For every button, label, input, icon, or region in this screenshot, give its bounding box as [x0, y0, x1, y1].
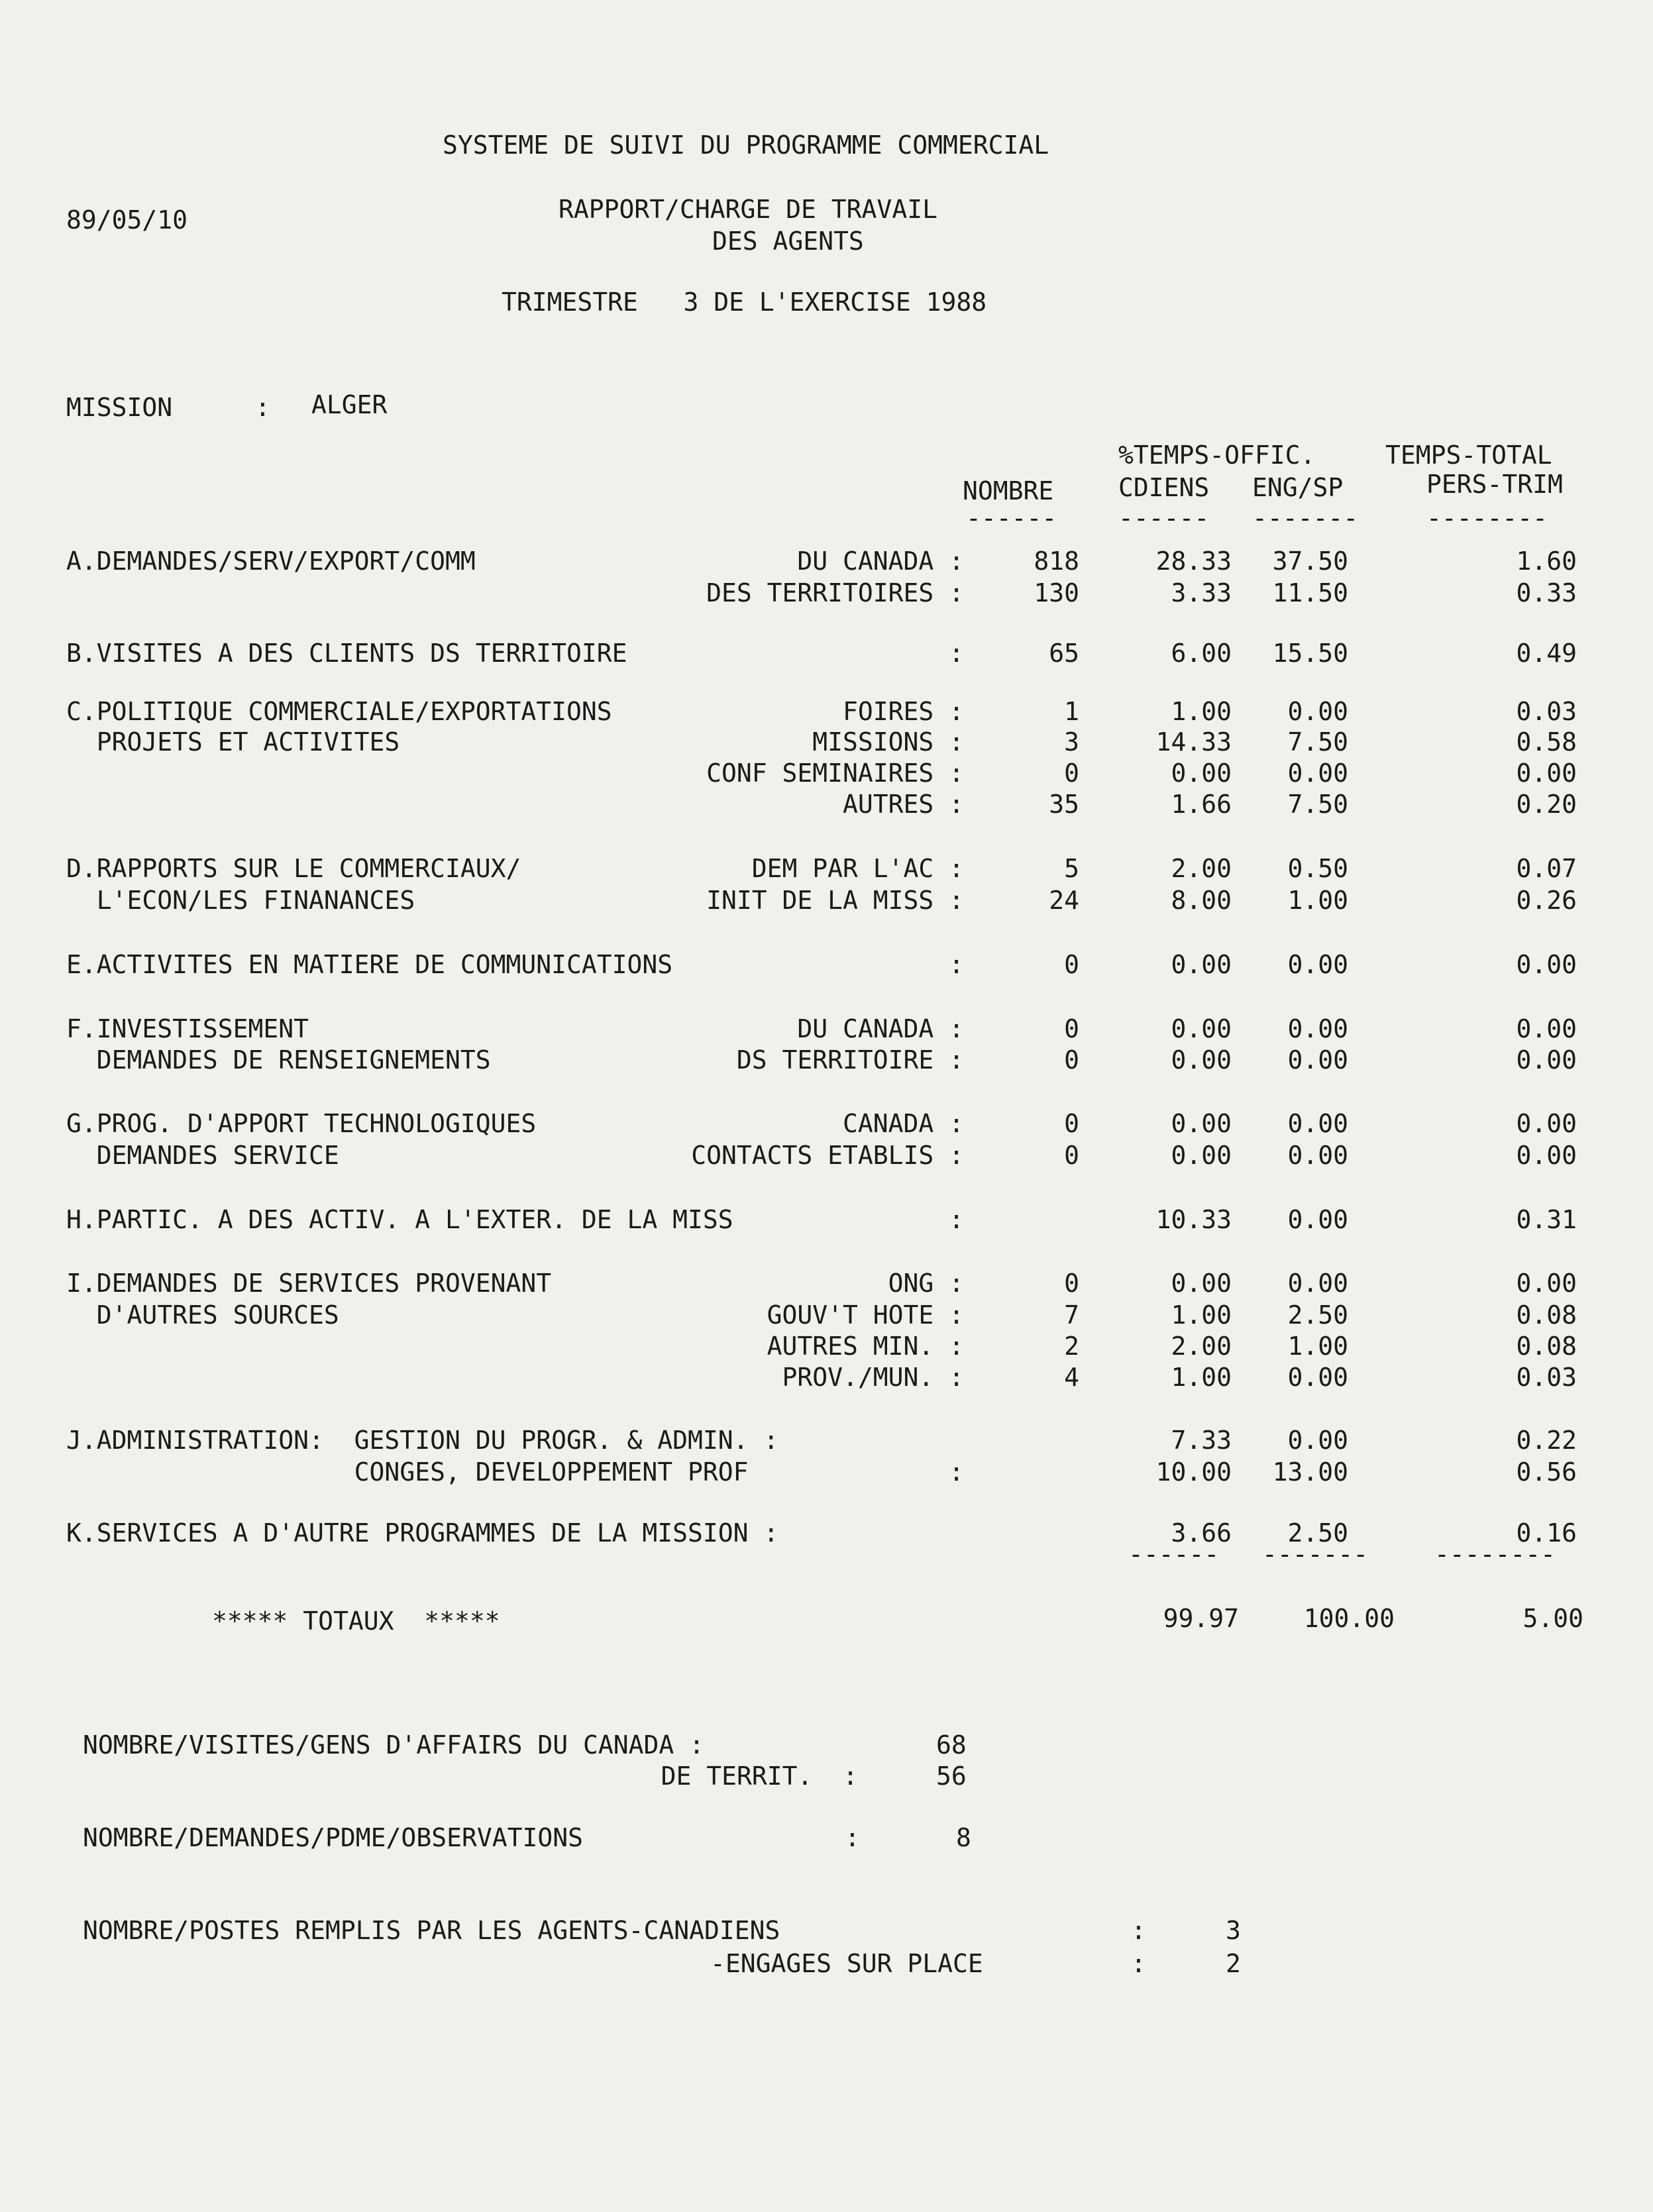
- postes-label: NOMBRE/POSTES REMPLIS PAR LES AGENTS-CANADIENS: [83, 1916, 780, 1945]
- row-nombre: 130: [1034, 578, 1079, 607]
- column-header-engsp: ENG/SP: [1252, 473, 1344, 502]
- mission-value: ALGER: [311, 390, 388, 419]
- row-sublabel: INIT DE LA MISS :: [706, 886, 964, 915]
- row-sublabel: GOUV'T HOTE :: [767, 1300, 964, 1330]
- visites-canada-label: NOMBRE/VISITES/GENS D'AFFAIRS DU CANADA :: [83, 1730, 704, 1760]
- row-pers-trim: 0.22: [1516, 1426, 1577, 1455]
- row-sublabel: :: [949, 1205, 964, 1234]
- row-sublabel: CONTACTS ETABLIS :: [691, 1141, 964, 1170]
- report-title-line2: DES AGENTS: [712, 227, 864, 256]
- row-label: DEMANDES SERVICE: [66, 1141, 339, 1170]
- row-cdiens: 0.00: [1171, 1109, 1232, 1138]
- row-pers-trim: 0.00: [1516, 1141, 1577, 1170]
- totals-cdiens: 99.97: [1163, 1604, 1239, 1633]
- report-system-title: SYSTEME DE SUIVI DU PROGRAMME COMMERCIAL: [443, 131, 1049, 160]
- row-label: F.INVESTISSEMENT: [66, 1014, 309, 1043]
- row-label: E.ACTIVITES EN MATIERE DE COMMUNICATIONS: [66, 950, 673, 979]
- row-sublabel: ONG :: [888, 1269, 964, 1298]
- row-sublabel: DU CANADA :: [797, 1014, 964, 1043]
- row-pers-trim: 0.03: [1516, 697, 1577, 726]
- column-rule-engsp: -------: [1252, 503, 1359, 533]
- row-label: G.PROG. D'APPORT TECHNOLOGIQUES: [66, 1109, 537, 1138]
- row-engsp: 0.00: [1287, 1109, 1348, 1138]
- row-nombre: 0: [1064, 1141, 1079, 1170]
- row-cdiens: 3.33: [1171, 578, 1232, 607]
- totals-label: ***** TOTAUX *****: [212, 1606, 500, 1636]
- row-cdiens: 10.00: [1155, 1457, 1232, 1487]
- row-label: DEMANDES DE RENSEIGNEMENTS: [66, 1045, 491, 1075]
- row-nombre: 2: [1064, 1332, 1079, 1361]
- row-cdiens: 14.33: [1155, 727, 1232, 757]
- row-engsp: 0.00: [1287, 1426, 1348, 1455]
- row-engsp: 15.50: [1272, 639, 1348, 668]
- row-engsp: 0.00: [1287, 697, 1348, 726]
- row-cdiens: 0.00: [1171, 1045, 1232, 1075]
- row-nombre: 0: [1064, 1014, 1079, 1043]
- row-label: PROJETS ET ACTIVITES: [66, 727, 400, 757]
- row-nombre: 65: [1049, 639, 1079, 668]
- column-rule-cdiens: ------: [1118, 503, 1210, 533]
- totals-pers-trim: 5.00: [1522, 1604, 1583, 1633]
- row-cdiens: 2.00: [1171, 854, 1232, 883]
- row-nombre: 3: [1064, 727, 1079, 757]
- row-nombre: 0: [1064, 1269, 1079, 1298]
- engages-value: 2: [1226, 1949, 1241, 1978]
- report-date: 89/05/10: [66, 205, 188, 235]
- row-cdiens: 28.33: [1155, 547, 1232, 576]
- row-nombre: 24: [1049, 886, 1079, 915]
- row-label: H.PARTIC. A DES ACTIV. A L'EXTER. DE LA MISS: [66, 1205, 733, 1234]
- row-label: I.DEMANDES DE SERVICES PROVENANT: [66, 1269, 552, 1298]
- row-engsp: 37.50: [1272, 547, 1348, 576]
- row-pers-trim: 0.16: [1516, 1518, 1577, 1548]
- row-pers-trim: 0.33: [1516, 578, 1577, 607]
- row-sublabel: MISSIONS :: [812, 727, 964, 757]
- totals-rule-cdiens: ------: [1128, 1540, 1220, 1569]
- row-label: D'AUTRES SOURCES: [66, 1300, 339, 1330]
- row-nombre: 0: [1064, 950, 1079, 979]
- row-sublabel: FOIRES :: [842, 697, 964, 726]
- row-engsp: 1.00: [1287, 1332, 1348, 1361]
- row-sublabel: DU CANADA :: [797, 547, 964, 576]
- row-label: A.DEMANDES/SERV/EXPORT/COMM: [66, 547, 476, 576]
- report-title-line1: RAPPORT/CHARGE DE TRAVAIL: [559, 195, 937, 224]
- row-engsp: 2.50: [1287, 1300, 1348, 1330]
- row-cdiens: 1.00: [1171, 697, 1232, 726]
- row-pers-trim: 0.26: [1516, 886, 1577, 915]
- row-cdiens: 2.00: [1171, 1332, 1232, 1361]
- pdme-value: 8: [956, 1823, 971, 1852]
- row-sublabel: :: [949, 1457, 964, 1487]
- row-cdiens: 3.66: [1171, 1518, 1232, 1548]
- visites-territ-label: DE TERRIT. :: [661, 1762, 858, 1791]
- column-header-cdiens: CDIENS: [1118, 473, 1210, 502]
- column-rule-nombre: ------: [966, 503, 1057, 533]
- row-pers-trim: 0.00: [1516, 1014, 1577, 1043]
- row-label: C.POLITIQUE COMMERCIALE/EXPORTATIONS: [66, 697, 612, 726]
- row-engsp: 7.50: [1287, 727, 1348, 757]
- mission-label: MISSION: [66, 393, 173, 422]
- column-header-pers-trim: PERS-TRIM: [1426, 470, 1563, 499]
- row-pers-trim: 0.00: [1516, 759, 1577, 788]
- row-engsp: 7.50: [1287, 790, 1348, 819]
- row-sublabel: CONF SEMINAIRES :: [706, 759, 964, 788]
- row-label: D.RAPPORTS SUR LE COMMERCIAUX/: [66, 854, 521, 883]
- row-label: J.ADMINISTRATION: GESTION DU PROGR. & ADMIN. :: [66, 1426, 779, 1455]
- visites-territ-value: 56: [936, 1762, 967, 1791]
- row-sublabel: DEM PAR L'AC :: [751, 854, 964, 883]
- row-pers-trim: 0.00: [1516, 1109, 1577, 1138]
- row-cdiens: 0.00: [1171, 950, 1232, 979]
- row-nombre: 0: [1064, 1045, 1079, 1075]
- row-pers-trim: 0.00: [1516, 950, 1577, 979]
- postes-value: 3: [1226, 1916, 1241, 1945]
- row-nombre: 1: [1064, 697, 1079, 726]
- mission-separator: :: [255, 393, 270, 422]
- row-sublabel: CANADA :: [842, 1109, 964, 1138]
- row-engsp: 0.00: [1287, 1363, 1348, 1392]
- column-header-temps-total: TEMPS-TOTAL: [1385, 441, 1552, 470]
- row-engsp: 2.50: [1287, 1518, 1348, 1548]
- visites-canada-value: 68: [936, 1730, 967, 1760]
- row-sublabel: :: [949, 950, 964, 979]
- row-pers-trim: 0.56: [1516, 1457, 1577, 1487]
- pdme-separator: :: [845, 1823, 860, 1852]
- row-pers-trim: 0.49: [1516, 639, 1577, 668]
- row-cdiens: 10.33: [1155, 1205, 1232, 1234]
- row-nombre: 4: [1064, 1363, 1079, 1392]
- pdme-label: NOMBRE/DEMANDES/PDME/OBSERVATIONS: [83, 1823, 583, 1852]
- row-label: L'ECON/LES FINANANCES: [66, 886, 415, 915]
- row-engsp: 11.50: [1272, 578, 1348, 607]
- row-engsp: 0.50: [1287, 854, 1348, 883]
- row-nombre: 7: [1064, 1300, 1079, 1330]
- row-sublabel: DS TERRITOIRE :: [736, 1045, 964, 1075]
- report-period: TRIMESTRE 3 DE L'EXERCISE 1988: [502, 288, 987, 317]
- row-label: CONGES, DEVELOPPEMENT PROF: [66, 1457, 749, 1487]
- row-cdiens: 7.33: [1171, 1426, 1232, 1455]
- row-pers-trim: 0.00: [1516, 1045, 1577, 1075]
- row-engsp: 0.00: [1287, 1014, 1348, 1043]
- row-sublabel: DES TERRITOIRES :: [706, 578, 964, 607]
- totals-rule-engsp: -------: [1262, 1540, 1369, 1569]
- row-cdiens: 0.00: [1171, 1141, 1232, 1170]
- column-rule-pers-trim: --------: [1426, 503, 1548, 533]
- row-pers-trim: 1.60: [1516, 547, 1577, 576]
- row-sublabel: :: [949, 639, 964, 668]
- row-cdiens: 1.00: [1171, 1363, 1232, 1392]
- row-pers-trim: 0.00: [1516, 1269, 1577, 1298]
- row-cdiens: 0.00: [1171, 1269, 1232, 1298]
- row-nombre: 818: [1034, 547, 1079, 576]
- row-engsp: 0.00: [1287, 1269, 1348, 1298]
- row-cdiens: 0.00: [1171, 759, 1232, 788]
- row-engsp: 0.00: [1287, 1141, 1348, 1170]
- engages-label: -ENGAGES SUR PLACE: [710, 1949, 983, 1978]
- totals-rule-pers-trim: --------: [1434, 1540, 1556, 1569]
- row-pers-trim: 0.03: [1516, 1363, 1577, 1392]
- row-nombre: 5: [1064, 854, 1079, 883]
- row-label: B.VISITES A DES CLIENTS DS TERRITOIRE: [66, 639, 627, 668]
- totals-engsp: 100.00: [1303, 1604, 1395, 1633]
- row-engsp: 0.00: [1287, 950, 1348, 979]
- row-cdiens: 1.00: [1171, 1300, 1232, 1330]
- engages-separator: :: [1131, 1949, 1146, 1978]
- row-sublabel: AUTRES :: [842, 790, 964, 819]
- row-engsp: 0.00: [1287, 759, 1348, 788]
- postes-separator: :: [1131, 1916, 1146, 1945]
- row-nombre: 35: [1049, 790, 1079, 819]
- row-cdiens: 8.00: [1171, 886, 1232, 915]
- row-engsp: 0.00: [1287, 1045, 1348, 1075]
- row-sublabel: AUTRES MIN. :: [767, 1332, 964, 1361]
- row-cdiens: 1.66: [1171, 790, 1232, 819]
- row-engsp: 0.00: [1287, 1205, 1348, 1234]
- row-nombre: 0: [1064, 1109, 1079, 1138]
- row-label: K.SERVICES A D'AUTRE PROGRAMMES DE LA MISSION :: [66, 1518, 779, 1548]
- row-pers-trim: 0.31: [1516, 1205, 1577, 1234]
- row-cdiens: 0.00: [1171, 1014, 1232, 1043]
- row-engsp: 13.00: [1272, 1457, 1348, 1487]
- row-pers-trim: 0.08: [1516, 1332, 1577, 1361]
- row-nombre: 0: [1064, 759, 1079, 788]
- row-cdiens: 6.00: [1171, 639, 1232, 668]
- row-pers-trim: 0.07: [1516, 854, 1577, 883]
- row-pers-trim: 0.08: [1516, 1300, 1577, 1330]
- column-header-nombre: NOMBRE: [963, 476, 1054, 505]
- row-sublabel: PROV./MUN. :: [782, 1363, 964, 1392]
- row-pers-trim: 0.58: [1516, 727, 1577, 757]
- column-header-temps-offic: %TEMPS-OFFIC.: [1118, 441, 1316, 470]
- row-engsp: 1.00: [1287, 886, 1348, 915]
- row-pers-trim: 0.20: [1516, 790, 1577, 819]
